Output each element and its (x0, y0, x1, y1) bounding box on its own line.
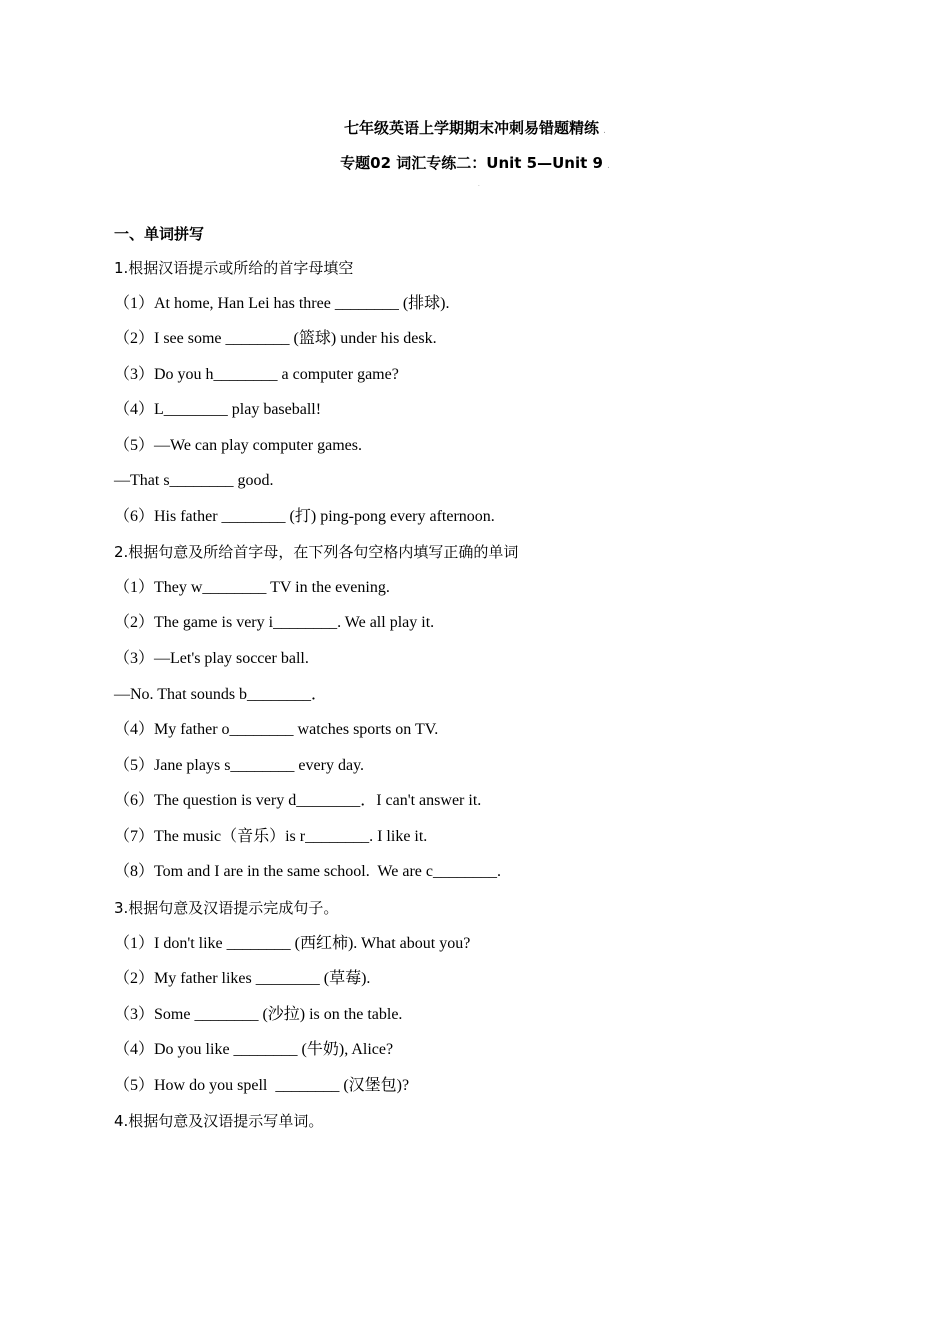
section-heading: 一、单词拼写 (114, 225, 205, 243)
document-title (0, 117, 950, 138)
question-2-item-6: （6）The question is very d________．I can't answer it. (114, 792, 482, 809)
question-1-item-4: （4）L________ play baseball! (114, 401, 322, 418)
question-2-item-1: （1）They w________ TV in the evening. (114, 579, 390, 596)
question-1-item-5: （5）—We can play computer games. (114, 437, 362, 454)
question-1-item-5-reply: —That s________ good. (114, 472, 274, 489)
paragraph-mark: . (606, 161, 610, 171)
document-title-text: 七年级英语上学期期末冲刺易错题精练 (344, 119, 600, 137)
question-3-item-1: （1）I don't like ________ (西红柿). What about you? (114, 935, 471, 952)
question-3-item-2: （2）My father likes ________ (草莓). (114, 970, 371, 987)
document-subtitle (0, 152, 950, 173)
question-4-instruction: 4.根据句意及汉语提示写单词。 (114, 1112, 324, 1130)
paragraph-mark: . (478, 180, 480, 188)
question-1-instruction: 1.根据汉语提示或所给的首字母填空 (114, 259, 354, 277)
question-2-item-2: （2）The game is very i________. We all play it. (114, 614, 435, 631)
question-2-item-7: （7）The music（音乐）is r________. I like it. (114, 828, 428, 845)
question-2-item-8: （8）Tom and I are in the same school. We are c________. (114, 863, 501, 880)
question-1-item-2: （2）I see some ________ (篮球) under his desk. (114, 330, 437, 347)
question-2-item-4: （4）My father o________ watches sports on TV. (114, 721, 439, 738)
question-2-item-3-reply: —No. That sounds b________． (114, 686, 328, 703)
question-1-item-6: （6）His father ________ (打) ping-pong every afternoon. (114, 508, 495, 525)
question-3-item-4: （4）Do you like ________ (牛奶), Alice? (114, 1041, 394, 1058)
question-2-item-3: （3）—Let's play soccer ball. (114, 650, 309, 667)
question-3-item-5: （5）How do you spell ________ (汉堡包)? (114, 1077, 410, 1094)
question-1-item-3: （3）Do you h________ a computer game? (114, 366, 399, 383)
question-2-instruction: 2.根据句意及所给首字母，在下列各句空格内填写正确的单词 (114, 543, 519, 561)
question-3-item-3: （3）Some ________ (沙拉) is on the table. (114, 1006, 403, 1023)
question-3-instruction: 3.根据句意及汉语提示完成句子。 (114, 899, 339, 917)
document-subtitle-text: 专题02 词汇专练二：Unit 5—Unit 9 (340, 154, 603, 172)
question-2-item-5: （5）Jane plays s________ every day. (114, 757, 365, 774)
paragraph-mark: . (603, 126, 606, 136)
question-1-item-1: （1）At home, Han Lei has three ________ (排球). (114, 295, 450, 312)
